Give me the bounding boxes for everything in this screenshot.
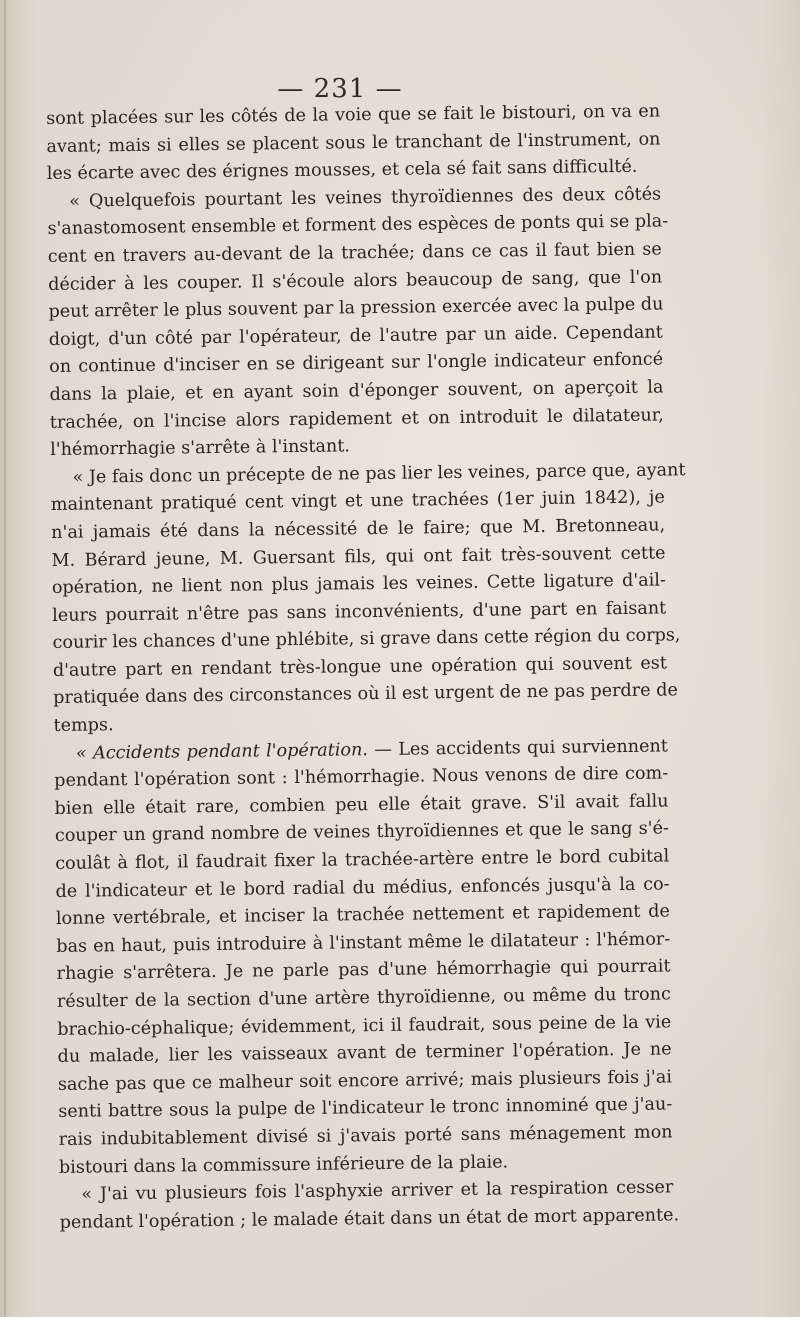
text-line: maintenant pratiqué cent vingt et une trachées (1er juin 1842), je [50, 487, 665, 516]
text-line: décider à les couper. Il s'écoule alors beaucoup de sang, que l'on [48, 267, 663, 295]
text-line: de l'indicateur et le bord radial du médius, enfoncés jusqu'à la co- [55, 874, 670, 902]
text-line: lonne vertébrale, et inciser la trachée nettement et rapidement de [55, 901, 671, 930]
text-line: cent en travers au-devant de la trachée; dans ce cas il faut bien se [47, 239, 662, 267]
text-line: résulter de la section d'une artère thyroïdienne, ou même du tronc [56, 984, 672, 1012]
text-line: coulât à flot, il faudrait fixer la trachée-artère entre le bord cubital [55, 846, 670, 874]
text-line: sache pas que ce malheur soit encore arrivé; mais plusieurs fois j'ai [57, 1067, 673, 1095]
text-line: rais indubitablement divisé si j'avais porté sans ménagement mon [58, 1122, 673, 1150]
text-line: « Je fais donc un précepte de ne pas lier les veines, parce que, ayant [72, 459, 686, 488]
page-number: — 231 — [277, 74, 403, 104]
paragraph-3 [50, 457, 686, 740]
page-edge-shadow [4, 0, 6, 1317]
text-line: temps. [53, 715, 114, 737]
text-line: on continue d'inciser en se dirigeant sur l'ongle indicateur enfoncé [49, 349, 664, 378]
text-line: pratiquée dans des circonstances où il est urgent de ne pas perdre de [53, 680, 678, 709]
text-line: bistouri dans la commissure inférieure de la plaie. [58, 1151, 509, 1178]
text-line: courir les chances d'une phlébite, si grave dans cette région du corps, [52, 625, 681, 654]
text-line: « Quelquefois pourtant les veines thyroïdiennes des deux côtés [69, 184, 662, 212]
text-line: brachio-céphalique; évidemment, ici il faudrait, sous peine de la vie [57, 1012, 672, 1040]
text-line: doigt, d'un côté par l'opérateur, de l'autre par un aide. Cependant [48, 322, 663, 350]
paragraph-4 [54, 733, 673, 1182]
text-line: s'anastomosent ensemble et forment des espèces de ponts qui se pla- [47, 211, 669, 240]
text-line: bien elle était rare, combien peu elle était grave. S'il avait fallu [54, 791, 669, 819]
text-line: sont placées sur les côtés de la voie que se fait le bistouri, on va en [46, 101, 661, 129]
text-line: couper un grand nombre de veines thyroïdiennes et que le sang s'é- [54, 818, 670, 847]
paragraph-5 [59, 1175, 680, 1238]
text-line: leurs pourrait n'être pas sans inconvénients, d'une part en faisant [52, 598, 667, 626]
text-line: les écarte avec des érignes mousses, et cela sé fait sans difficulté. [46, 156, 638, 185]
paragraph-2 [47, 181, 669, 464]
text-line: peut arrêter le plus souvent par la pression exercée avec la pulpe du [48, 294, 664, 323]
text-line: trachée, on l'incise alors rapidement et on introduit le dilatateur, [49, 405, 664, 433]
text-line: du malade, lier les vaisseaux avant de terminer l'opération. Je ne [57, 1039, 672, 1068]
text-line: opération, ne lient non plus jamais les veines. Cette ligature d'ail- [51, 570, 666, 599]
section-heading: « Accidents pendant l'opération. [75, 739, 369, 764]
text-line: n'ai jamais été dans la nécessité de le faire; que M. Bretonneau, [51, 515, 666, 543]
text-line: « J'ai vu plusieurs fois l'asphyxie arriver et la respiration cesser [81, 1177, 674, 1205]
text-line: dans la plaie, et en ayant soin d'éponger souvent, on aperçoit la [49, 377, 664, 405]
text-line: avant; mais si elles se placent sous le tranchant de l'instrument, on [46, 129, 661, 157]
text-line: M. Bérard jeune, M. Guersant fils, qui ont fait très-souvent cette [51, 542, 666, 571]
text-line: senti battre sous la pulpe de l'indicateur le tronc innominé que j'au- [58, 1094, 673, 1123]
text-line: l'hémorrhagie s'arrête à l'instant. [50, 436, 351, 461]
text-line: d'autre part en rendant très-longue une opération qui souvent est [52, 653, 667, 681]
text-line: rhagie s'arrêtera. Je ne parle pas d'une hémorrhagie qui pourrait [56, 956, 671, 985]
body-text [46, 98, 686, 1237]
text-line: pendant l'opération sont : l'hémorrhagie. Nous venons de dire com- [54, 763, 669, 792]
text-line: bas en haut, puis introduire à l'instant même le dilatateur : l'hémor- [56, 929, 671, 957]
paragraph-1 [46, 98, 661, 188]
text-line: pendant l'opération ; le malade était dans un état de mort apparente. [59, 1205, 680, 1233]
text-fragment: — Les accidents qui surviennent [367, 736, 668, 760]
